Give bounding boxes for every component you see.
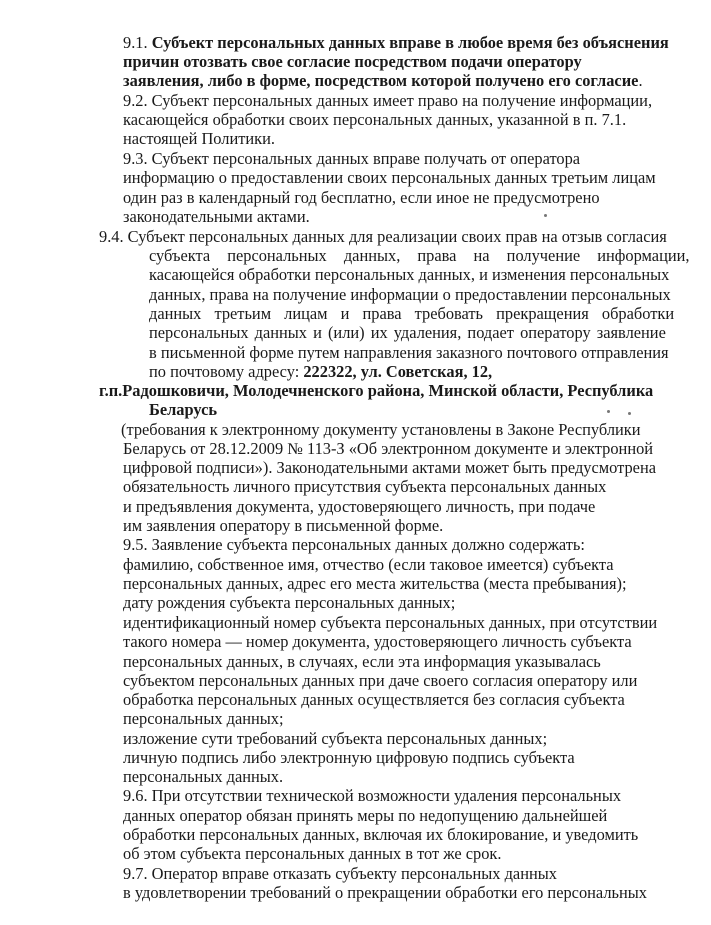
p93-line3: один раз в календарный год бесплатно, если иное не предусмотрено bbox=[123, 188, 600, 207]
p95-line10: персональных данных; bbox=[123, 709, 284, 728]
p92-line3: настоящей Политики. bbox=[123, 129, 275, 148]
p93-line2: информацию о предоставлении своих персональных данных третьим лицам bbox=[123, 168, 656, 187]
p94-line8 bbox=[149, 362, 492, 382]
p96-line2: данных оператор обязан принять меры по недопущению дальнейшей bbox=[123, 806, 608, 825]
p96-line3: обработки персональных данных, включая их блокирование, и уведомить bbox=[123, 825, 639, 844]
p94-line16: им заявления оператору в письменной форме. bbox=[123, 516, 444, 535]
p91-line3-bold: заявления, либо в форме, посредством которой получено его согласие bbox=[123, 71, 639, 90]
p94-line5: данных третьим лицам и права требовать прекращения обработки bbox=[149, 304, 675, 323]
p96-line4: об этом субъекта персональных данных в тот же срок. bbox=[123, 844, 502, 863]
p95-line2: фамилию, собственное имя, отчество (если таковое имеется) субъекта bbox=[123, 555, 614, 574]
p93-line4: законодательными актами. bbox=[123, 207, 310, 226]
p95-line1: 9.5. Заявление субъекта персональных данных должно содержать: bbox=[123, 535, 585, 554]
p94-line6: персональных данных и (или) их удаления, подает оператору заявление bbox=[149, 323, 666, 342]
p94-line11: (требования к электронному документу установлены в Законе Республики bbox=[121, 420, 641, 439]
p94-line9: г.п.Радошковичи, Молодечненского района, Минской области, Республика bbox=[99, 381, 654, 400]
p92-line2: касающейся обработки своих персональных данных, указанной в п. 7.1. bbox=[123, 110, 627, 129]
p92-line1: 9.2. Субъект персональных данных имеет право на получение информации, bbox=[123, 91, 653, 110]
p97-line2: в удовлетворении требований о прекращении обработки его персональных bbox=[123, 883, 647, 902]
p94-line2: субъекта персональных данных, права на получение информации, bbox=[149, 246, 690, 265]
p94-line14: обязательность личного присутствия субъекта персональных данных bbox=[123, 477, 607, 496]
p95-line12: личную подпись либо электронную цифровую подпись субъекта bbox=[123, 748, 575, 767]
scan-speck bbox=[544, 214, 547, 217]
p94-line15: и предъявления документа, удостоверяющего личность, при подаче bbox=[123, 497, 596, 516]
p95-line7: персональных данных, в случаях, если эта информация указывалась bbox=[123, 652, 601, 671]
p95-line6: такого номера — номер документа, удостоверяющего личность субъекта bbox=[123, 632, 632, 651]
p95-line13: персональных данных. bbox=[123, 767, 284, 786]
p94-address-label: по почтовому адресу: bbox=[149, 362, 304, 381]
p91-number: 9.1. bbox=[123, 33, 152, 52]
p95-line4: дату рождения субъекта персональных данных; bbox=[123, 593, 456, 612]
p94-line12: Беларусь от 28.12.2009 № 113-З «Об электронном документе и электронной bbox=[123, 439, 654, 458]
p91-line2: причин отозвать свое согласие посредством подачи оператору bbox=[123, 52, 582, 71]
scan-speck bbox=[607, 410, 610, 413]
p95-line8: субъектом персональных данных при даче своего согласия оператору или bbox=[123, 671, 638, 690]
scan-speck bbox=[628, 412, 631, 415]
p97-line1: 9.7. Оператор вправе отказать субъекту персональных данных bbox=[123, 864, 557, 883]
p94-line4: данных, права на получение информации о предоставлении персональных bbox=[149, 285, 671, 304]
p94-line10: Беларусь bbox=[149, 400, 218, 419]
p94-address-street: 222322, ул. Советская, 12, bbox=[303, 362, 493, 381]
p91-period: . bbox=[638, 71, 643, 90]
p95-line5: идентификационный номер субъекта персональных данных, при отсутствии bbox=[123, 613, 658, 632]
p95-line3: персональных данных, адрес его места жительства (места пребывания); bbox=[123, 574, 627, 593]
p91-text-bold: Субъект персональных данных вправе в любое время без объяснения bbox=[151, 33, 669, 52]
p96-line1: 9.6. При отсутствии технической возможности удаления персональных bbox=[123, 786, 622, 805]
p91-line3 bbox=[123, 71, 643, 91]
p91-line1 bbox=[123, 33, 669, 53]
p94-line13: цифровой подписи»). Законодательными актами может быть предусмотрена bbox=[123, 458, 656, 477]
p94-line7: в письменной форме путем направления заказного почтового отправления bbox=[149, 343, 669, 362]
p94-line1: 9.4. Субъект персональных данных для реализации своих прав на отзыв согласия bbox=[99, 227, 667, 246]
p95-line11: изложение сути требований субъекта персональных данных; bbox=[123, 729, 548, 748]
p94-line3: касающейся обработки персональных данных, и изменения персональных bbox=[149, 265, 670, 284]
p93-line1: 9.3. Субъект персональных данных вправе получать от оператора bbox=[123, 149, 581, 168]
p95-line9: обработка персональных данных осуществляется без согласия субъекта bbox=[123, 690, 625, 709]
